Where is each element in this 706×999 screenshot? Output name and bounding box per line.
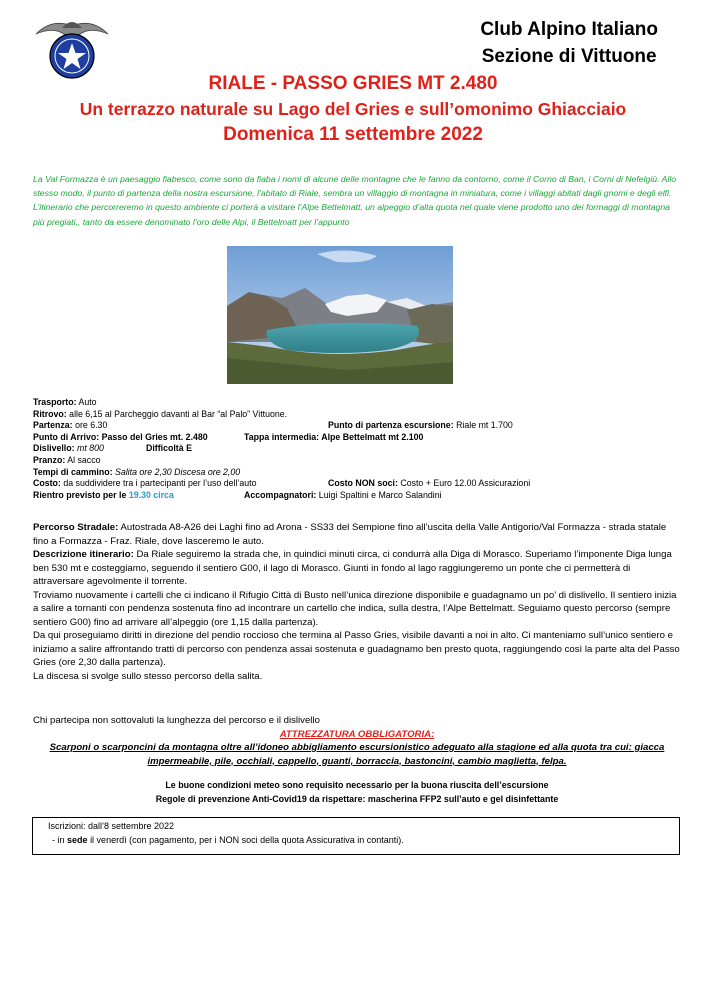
punto-arrivo: Punto di Arrivo: Passo del Gries mt. 2.480: [33, 431, 208, 442]
pranzo-label: Pranzo:: [33, 454, 66, 465]
page-subtitle: Un terrazzo naturale su Lago del Gries e sull’omonimo Ghiacciaio: [79, 99, 627, 119]
percorso-stradale: [33, 521, 681, 548]
club-header: [480, 16, 658, 70]
costo-label: Costo:: [33, 478, 61, 489]
iscrizioni-title: Iscrizioni: dall’8 settembre 2022: [48, 821, 175, 831]
trasporto-value: Auto: [78, 397, 97, 407]
accompagnatori-value: Luigi Spaltini e Marco Salandini: [318, 489, 442, 500]
equipment-list: Scarponi o scarponcini da montagna oltre all’idoneo abbigliamento escursionistico adeguato alla stagione ed alla quota tra cui: giacca impermeabile, pile, occhiali, cappello, guanti, borraccia, bastoncini, cambio maglietta, felpa.: [49, 742, 665, 767]
dislivello-label: Dislivello:: [33, 443, 75, 454]
rientro-label: Rientro previsto per le: [33, 489, 127, 500]
punto-partenza-value: Riale mt 1.700: [456, 420, 513, 431]
detail-rientro: [33, 490, 683, 502]
percorso-value: Autostrada A8-A26 dei Laghi fino ad Arona - SS33 del Sempione fino all’uscita della Valle Antigorio/Val Formazza - strada statale fino a Formazza - Fraz. Riale, dove lasceremo le auto.: [33, 522, 667, 547]
intro-text: [33, 172, 681, 229]
detail-ritrovo: [33, 409, 683, 421]
tappa-intermedia: Tappa intermedia: Alpe Bettelmatt mt 2.100: [244, 431, 424, 442]
intro-paragraph-1: La Val Formazza è un paesaggio fiabesco, come sono da fiaba i nomi di alcune delle montagne che le fanno da contorno, come il Corno di Ban, i Corni di Nefelgiù. Allo stesso modo, il punto di partenza della nostra escursione, l’abitato di Riale, sembra un villaggio di montagna in miniatura, come i villaggi abitati dagli gnomi e degli elfi.: [33, 174, 677, 199]
title-block: [0, 72, 706, 148]
page-title: RIALE - PASSO GRIES MT 2.480: [208, 73, 498, 94]
trip-details: [33, 397, 683, 501]
detail-trasporto: [33, 397, 683, 409]
ritrovo-label: Ritrovo:: [33, 408, 67, 419]
detail-arrivo: [33, 432, 683, 444]
partenza-label: Partenza:: [33, 420, 73, 431]
itinerary-paragraph-4: La discesa si svolge sullo stesso percorso della salita.: [33, 670, 263, 682]
trasporto-label: Trasporto:: [33, 397, 77, 407]
accompagnatori-label: Accompagnatori:: [244, 489, 317, 500]
costo-non-soci-value: Costo + Euro 12.00 Assicurazioni: [400, 478, 531, 489]
iscrizioni-line: [48, 834, 679, 848]
equipment-warning: [33, 714, 681, 768]
tempi-value: Salita ore 2,30 Discesa ore 2,00: [114, 466, 241, 477]
iscrizioni-prefix: - in: [52, 834, 65, 845]
itinerary-description: [33, 521, 681, 683]
dislivello-value: mt 800: [77, 443, 104, 454]
club-section: Sezione di Vittuone: [481, 46, 657, 67]
difficolta-label: Difficoltà: [146, 443, 184, 454]
club-name: Club Alpino Italiano: [480, 19, 658, 40]
iscrizioni-box: [32, 817, 680, 855]
event-date: Domenica 11 settembre 2022: [223, 124, 483, 145]
rientro-value: 19.30 circa: [128, 489, 174, 500]
descrizione-value: Da Riale seguiremo la strada che, in quindici minuti circa, ci condurrà alla Diga di Morasco. Superiamo l’imponente Diga lunga ben 530 mt e costeggiamo, seguendo il sentiero G00, il lago di Morasco. Giunti in fondo al lago raggiungeremo un ponte che ci permetterà di attraversare agevolmente il torrente.: [33, 549, 672, 587]
percorso-label: Percorso Stradale:: [33, 522, 119, 533]
intro-paragraph-2: L’itinerario che percorreremo in questo ambiente ci porterà a visitare l’Alpe Bettelmatt, un alpeggio d’alta quota nel quale viene prodotto uno dei formaggi di montagna più pregiati,, tanto da essere denominato l’oro delle Alpi, il Bettelmatt per l’appunto: [33, 202, 670, 227]
costo-non-soci-label: Costo NON soci:: [328, 478, 398, 489]
iscrizioni-sede: sede: [67, 834, 88, 845]
meteo-line: Le buone condizioni meteo sono requisito necessario per la buona riuscita dell’escursione: [165, 780, 549, 790]
tempi-label: Tempi di cammino:: [33, 466, 113, 477]
detail-dislivello: [33, 443, 683, 455]
iscrizioni-details: il venerdì (con pagamento, per i NON soci della quota Assicurativa in contanti).: [90, 834, 404, 845]
detail-partenza: [33, 420, 683, 432]
pranzo-value: Al sacco: [67, 454, 101, 465]
detail-costo: [33, 478, 683, 490]
warning-note: Chi partecipa non sottovaluti la lunghezza del percorso e il dislivello: [33, 715, 320, 726]
descrizione-label: Descrizione itinerario:: [33, 549, 134, 560]
lake-photo: [227, 246, 453, 384]
meteo-notice: [33, 778, 681, 806]
covid-line: Regole di prevenzione Anti-Covid19 da rispettare: mascherina FFP2 sull’auto e gel disinfettante: [155, 794, 559, 804]
punto-partenza-label: Punto di partenza escursione:: [328, 420, 454, 431]
detail-pranzo: [33, 455, 683, 467]
detail-tempi: [33, 467, 683, 479]
descrizione-itinerario: [33, 548, 681, 589]
itinerary-paragraph-3: Da qui proseguiamo diritti in direzione del pendio roccioso che termina al Passo Gries, visibile davanti a noi in alto. Ci manteniamo sull’unico sentiero e iniziamo a salire affrontando tratti di percorso con pendenza assai sostenuta e guadagnamo ben presto quota, raggiungendo così la parte alta del Passo Gries (ore 2,30 dalla partenza).: [33, 630, 680, 668]
itinerary-paragraph-2: Troviamo nuovamente i cartelli che ci indicano il Rifugio Città di Busto nell’unica direzione disponibile e guadagnamo un po’ di dislivello. Il sentiero inizia a salire a tornanti con pendenza sostenuta fino ad incontrare un cartello che indica, sulla destra, l’Alpe Bettelmatt. Seguiamo questo percorso (sempre sentiero G00) fino ad arrivare all’alpeggio (ore 1,15 dalla partenza).: [33, 589, 677, 628]
partenza-value: ore 6.30: [75, 420, 108, 431]
difficolta-value: E: [186, 443, 192, 454]
equipment-title: ATTREZZATURA OBBLIGATORIA:: [279, 728, 435, 740]
ritrovo-value: alle 6,15 al Parcheggio davanti al Bar “al Palo” Vittuone.: [69, 408, 288, 419]
costo-value: da suddividere tra i partecipanti per l’uso dell’auto: [63, 478, 257, 489]
